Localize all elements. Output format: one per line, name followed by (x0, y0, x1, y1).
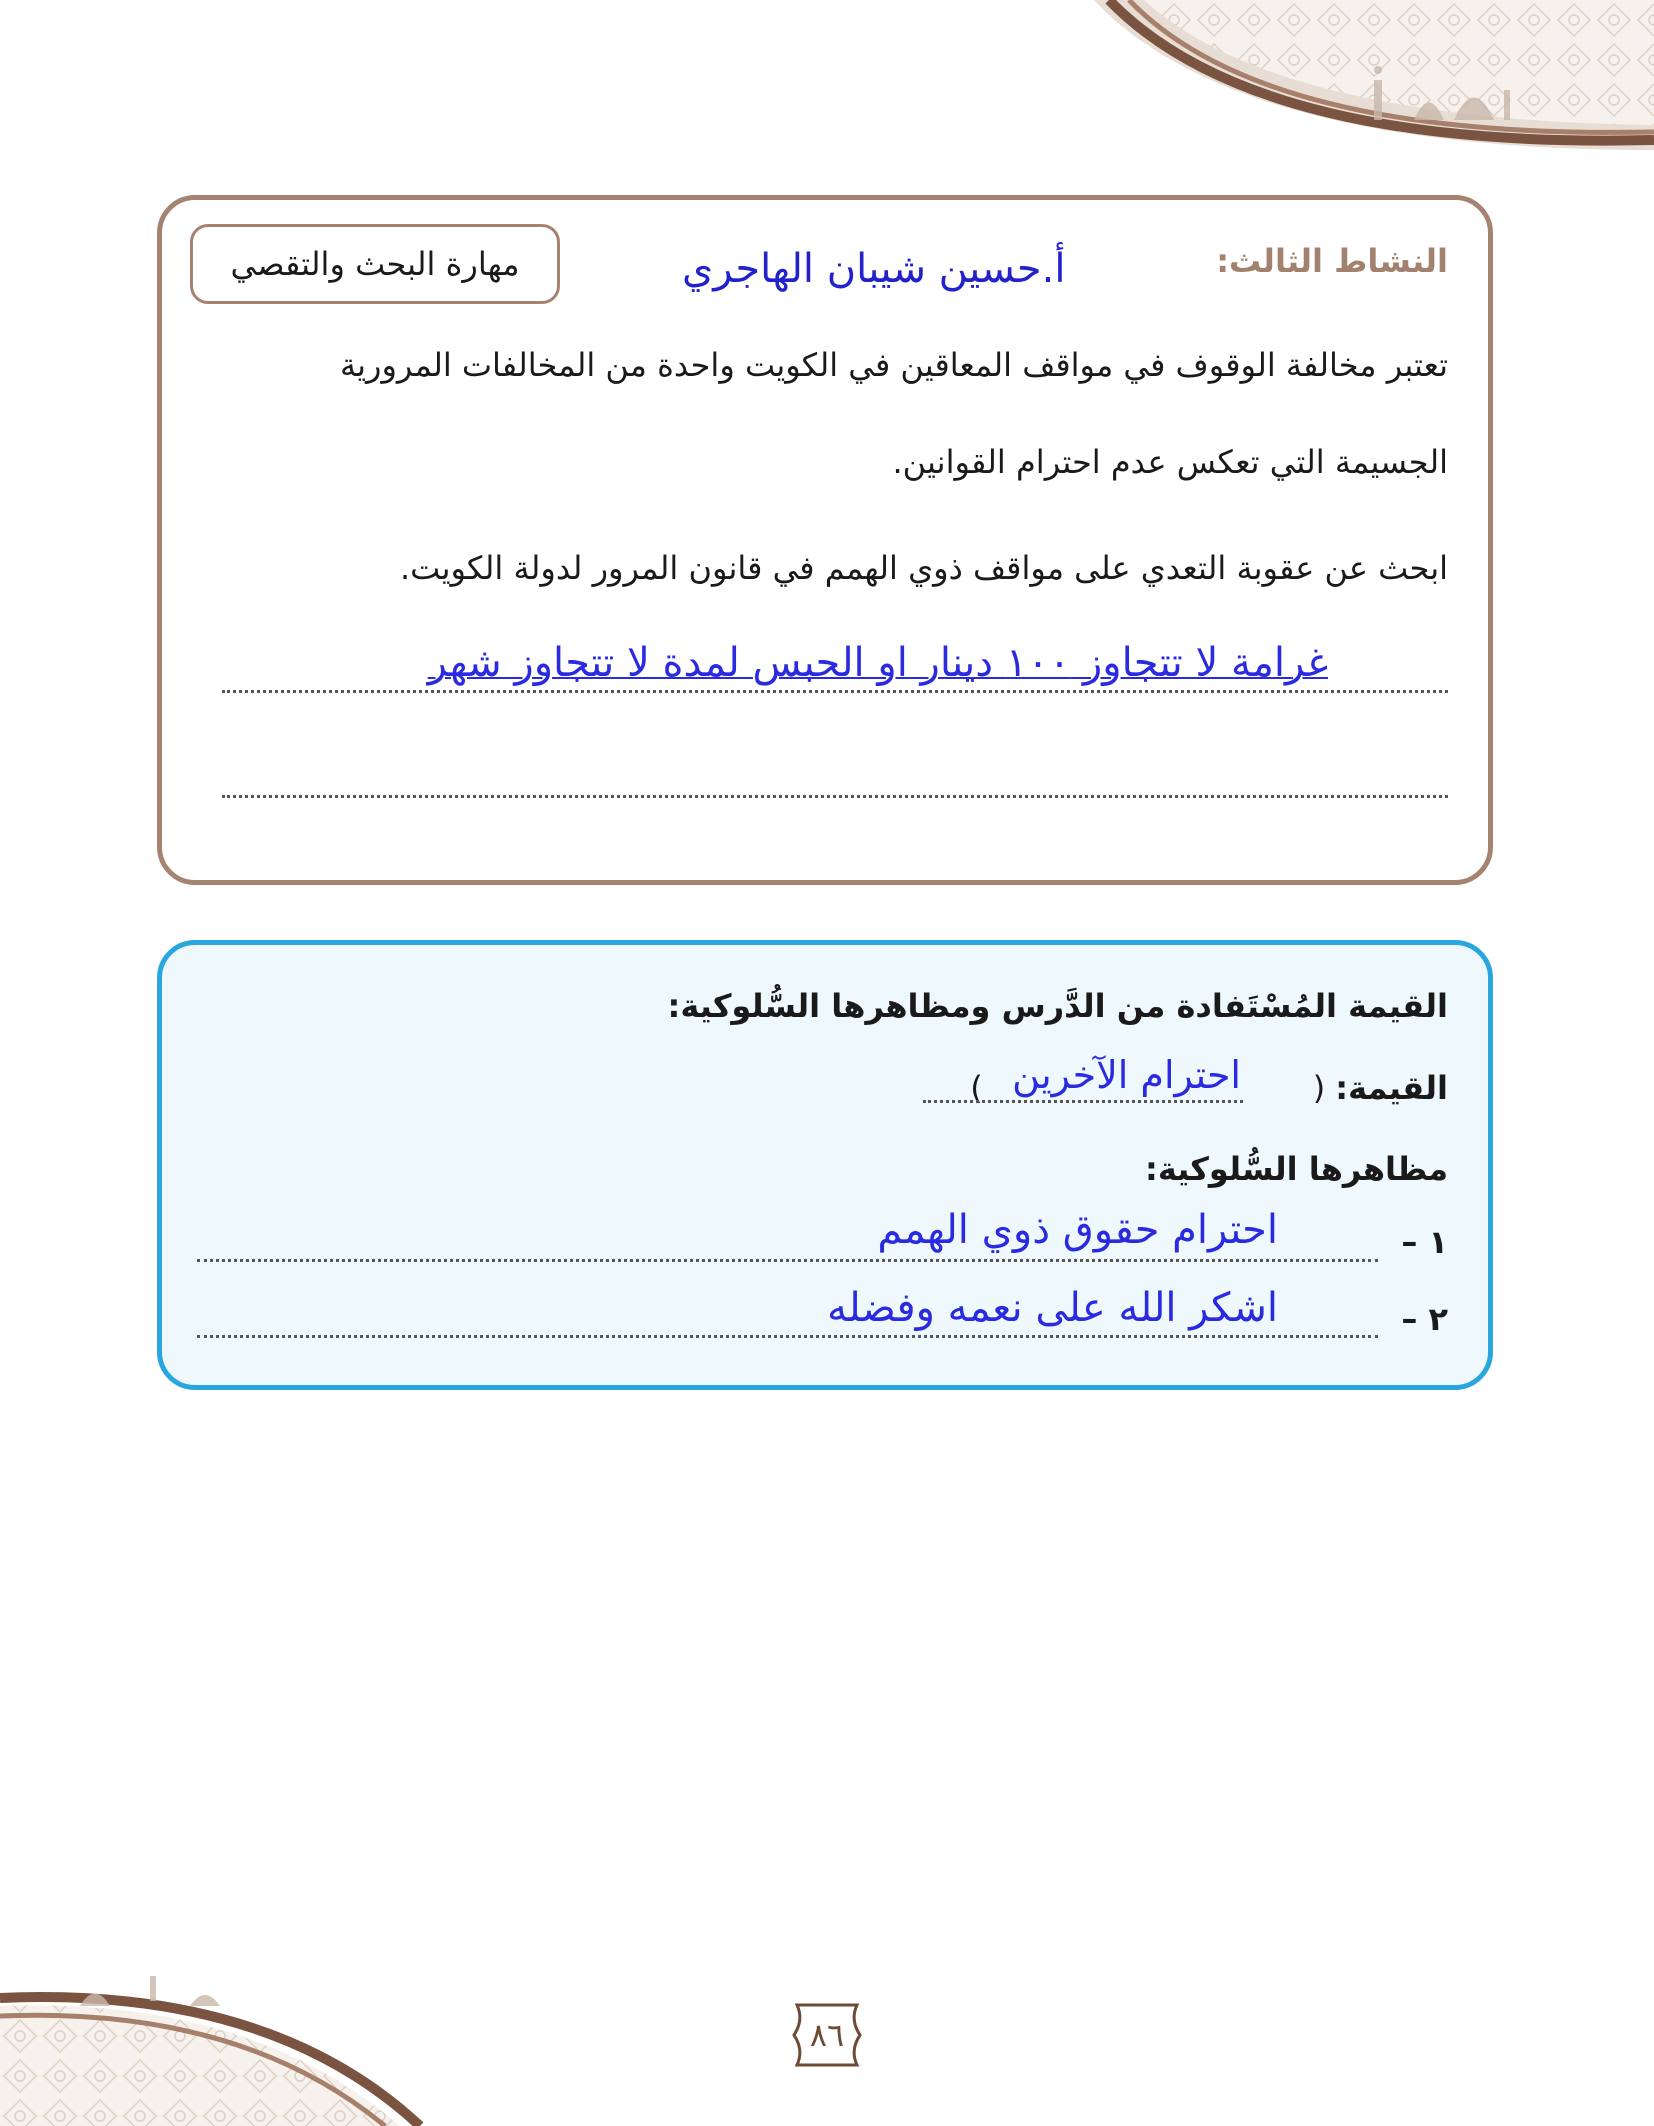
top-ornament (1034, 0, 1654, 160)
paren-close: ) (970, 1069, 983, 1107)
value-box (157, 940, 1493, 1390)
bottom-ornament (0, 1976, 460, 2126)
manifestation-line-2 (197, 1335, 1378, 1338)
activity-answer: غرامة لا تتجاوز ١٠٠ دينار او الحبس لمدة لا تتجاوز شهر (427, 640, 1328, 686)
activity-title: النشاط الثالث: (1216, 242, 1448, 280)
value-heading: القيمة المُسْتَفادة من الدَّرس ومظاهرها السُّلوكية: (667, 987, 1448, 1025)
activity-paragraph-line2: الجسيمة التي تعكس عدم احترام القوانين. (892, 443, 1448, 481)
answer-line-2 (222, 795, 1448, 798)
answer-line-1 (222, 690, 1448, 693)
activity-paragraph-line1: تعتبر مخالفة الوقوف في مواقف المعاقين في الكويت واحدة من المخالفات المرورية (339, 346, 1448, 384)
item-number-1: ١ – (1401, 1223, 1448, 1261)
manifestations-heading: مظاهرها السُّلوكية: (1145, 1150, 1448, 1188)
value-label: القيمة: (1335, 1069, 1448, 1107)
value-answer: احترام الآخرين (1012, 1053, 1241, 1097)
author-name: أ.حسين شيبان الهاجري (682, 246, 1066, 292)
value-dotted-line (923, 1100, 1243, 1103)
skill-tag: مهارة البحث والتقصي (190, 224, 560, 304)
page-number (782, 2000, 872, 2070)
page-number-text: ٨٦ (809, 2016, 845, 2054)
manifestation-answer-2: اشكر الله على نعمه وفضله (827, 1285, 1278, 1331)
activity-box (157, 195, 1493, 885)
item-number-2: ٢ – (1401, 1300, 1448, 1338)
activity-instruction: ابحث عن عقوبة التعدي على مواقف ذوي الهمم في قانون المرور لدولة الكويت. (399, 549, 1448, 587)
paren-open: ( (1312, 1069, 1326, 1107)
manifestation-line-1 (197, 1259, 1378, 1262)
manifestation-answer-1: احترام حقوق ذوي الهمم (877, 1207, 1278, 1253)
